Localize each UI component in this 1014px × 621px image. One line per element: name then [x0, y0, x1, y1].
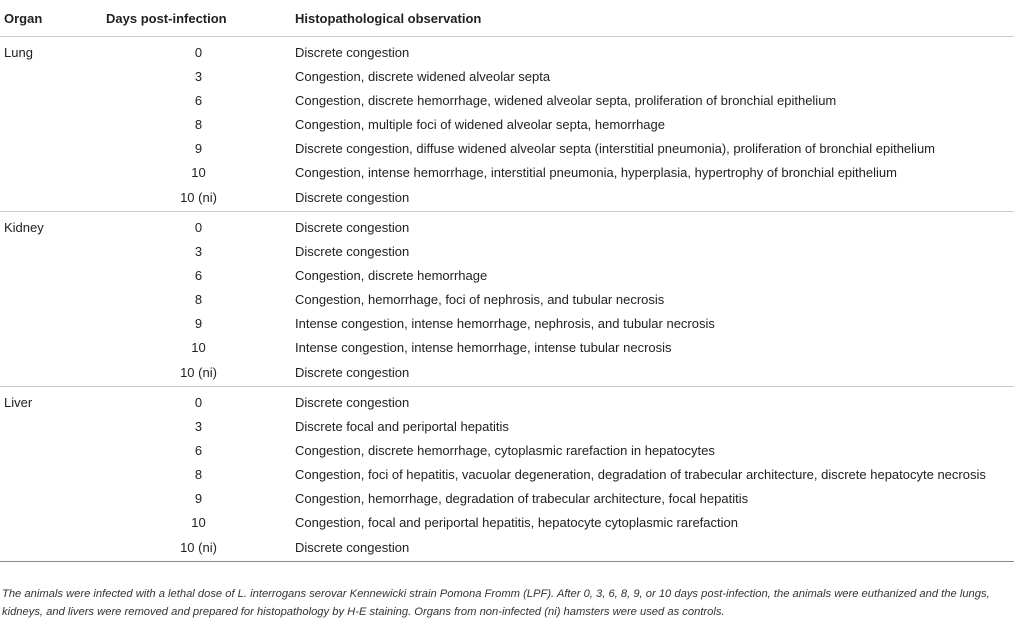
observation-cell: Discrete congestion [295, 394, 410, 410]
organ-cell [0, 287, 106, 311]
organ-cell: Lung [4, 44, 33, 60]
days-cell: 10 (ni) [106, 184, 291, 212]
observation-cell: Congestion, discrete hemorrhage, widened alveolar septa, proliferation of bronchial epithelium [295, 92, 837, 108]
table-row [0, 239, 1014, 263]
observation-cell: Congestion, discrete hemorrhage, cytoplasmic rarefaction in hepatocytes [295, 442, 715, 458]
header-row [0, 0, 1014, 37]
table-row [0, 37, 1014, 65]
observation-cell: Discrete congestion [291, 359, 1014, 387]
table-row [0, 510, 1014, 534]
observation-cell: Intense congestion, intense hemorrhage, nephrosis, and tubular necrosis [295, 315, 715, 331]
days-cell: 9 [194, 315, 203, 331]
days-cell: 6 [194, 267, 203, 283]
days-cell: 0 [194, 219, 203, 235]
organ-cell [0, 64, 106, 88]
organ-cell: Liver [4, 394, 33, 410]
table-row [0, 534, 1014, 562]
days-cell: 10 [191, 339, 206, 355]
days-cell: 3 [194, 418, 203, 434]
table-row [0, 287, 1014, 311]
organ-cell [0, 359, 106, 387]
observation-cell: Congestion, hemorrhage, degradation of trabecular architecture, focal hepatitis [295, 490, 749, 506]
observation-cell: Congestion, hemorrhage, foci of nephrosis, and tubular necrosis [295, 291, 665, 307]
observation-cell: Discrete congestion, diffuse widened alveolar septa (interstitial pneumonia), proliferation of bronchial epithelium [295, 140, 936, 156]
organ-cell [0, 136, 106, 160]
header-observation: Histopathological observation [291, 0, 1014, 37]
table-row [0, 263, 1014, 287]
organ-cell [0, 88, 106, 112]
observation-cell: Discrete congestion [291, 184, 1014, 212]
observation-cell: Discrete congestion [295, 219, 410, 235]
table-row [0, 311, 1014, 335]
organ-cell [0, 112, 106, 136]
days-cell: 0 [194, 44, 203, 60]
days-cell: 8 [194, 291, 203, 307]
organ-cell [0, 160, 106, 184]
table-row [0, 486, 1014, 510]
days-cell: 9 [194, 490, 203, 506]
organ-cell [0, 263, 106, 287]
observation-cell: Congestion, discrete widened alveolar septa [295, 68, 551, 84]
table-row [0, 160, 1014, 184]
days-cell: 10 (ni) [106, 534, 291, 562]
table-footnote: The animals were infected with a lethal dose of L. interrogans serovar Kennewicki strain Pomona Fromm (LPF). After 0, 3, 6, 8, 9, or 10 days post-infection, the animals were euthanized and the lungs, kidneys, and livers were removed and prepared for histopathology by H-E staining. Organs from non-infected (ni) hamsters were used as controls. [2, 588, 990, 618]
organ-cell [0, 510, 106, 534]
organ-cell [0, 462, 106, 486]
organ-cell [0, 414, 106, 438]
organ-cell [0, 239, 106, 263]
days-cell: 8 [194, 116, 203, 132]
organ-cell [0, 534, 106, 562]
table-row [0, 136, 1014, 160]
observation-cell: Congestion, multiple foci of widened alveolar septa, hemorrhage [295, 116, 665, 132]
observation-cell: Discrete congestion [295, 44, 410, 60]
header-days: Days post-infection [106, 0, 291, 37]
table-row [0, 64, 1014, 88]
observation-cell: Congestion, intense hemorrhage, interstitial pneumonia, hyperplasia, hypertrophy of bronchial epithelium [295, 164, 897, 180]
header-organ: Organ [0, 0, 106, 37]
observation-cell: Congestion, foci of hepatitis, vacuolar degeneration, degradation of trabecular architecture, discrete hepatocyte necrosis [295, 466, 986, 482]
table-row [0, 212, 1014, 240]
days-cell: 6 [194, 92, 203, 108]
table-header [0, 0, 1014, 37]
observation-cell: Congestion, discrete hemorrhage [295, 267, 488, 283]
days-cell: 10 (ni) [106, 359, 291, 387]
organ-cell: Kidney [4, 219, 44, 235]
table-row [0, 414, 1014, 438]
days-cell: 9 [194, 140, 203, 156]
observation-cell: Discrete congestion [295, 243, 410, 259]
days-cell: 3 [194, 68, 203, 84]
organ-cell [0, 486, 106, 510]
days-cell: 3 [194, 243, 203, 259]
table-row [0, 112, 1014, 136]
organ-cell [0, 438, 106, 462]
organ-cell [0, 311, 106, 335]
observation-cell: Discrete focal and periportal hepatitis [295, 418, 509, 434]
days-cell: 0 [194, 394, 203, 410]
days-cell: 6 [194, 442, 203, 458]
observation-cell: Intense congestion, intense hemorrhage, intense tubular necrosis [295, 339, 672, 355]
table-row [0, 387, 1014, 415]
organ-cell [0, 335, 106, 359]
days-cell: 10 [191, 514, 206, 530]
table-row [0, 359, 1014, 387]
days-cell: 8 [194, 466, 203, 482]
observation-cell: Congestion, focal and periportal hepatitis, hepatocyte cytoplasmic rarefaction [295, 514, 738, 530]
table-row [0, 335, 1014, 359]
table-body [0, 37, 1014, 562]
table-row [0, 438, 1014, 462]
table-row [0, 88, 1014, 112]
table-row [0, 184, 1014, 212]
days-cell: 10 [191, 164, 206, 180]
observation-cell: Discrete congestion [291, 534, 1014, 562]
table-row [0, 462, 1014, 486]
organ-cell [0, 184, 106, 212]
